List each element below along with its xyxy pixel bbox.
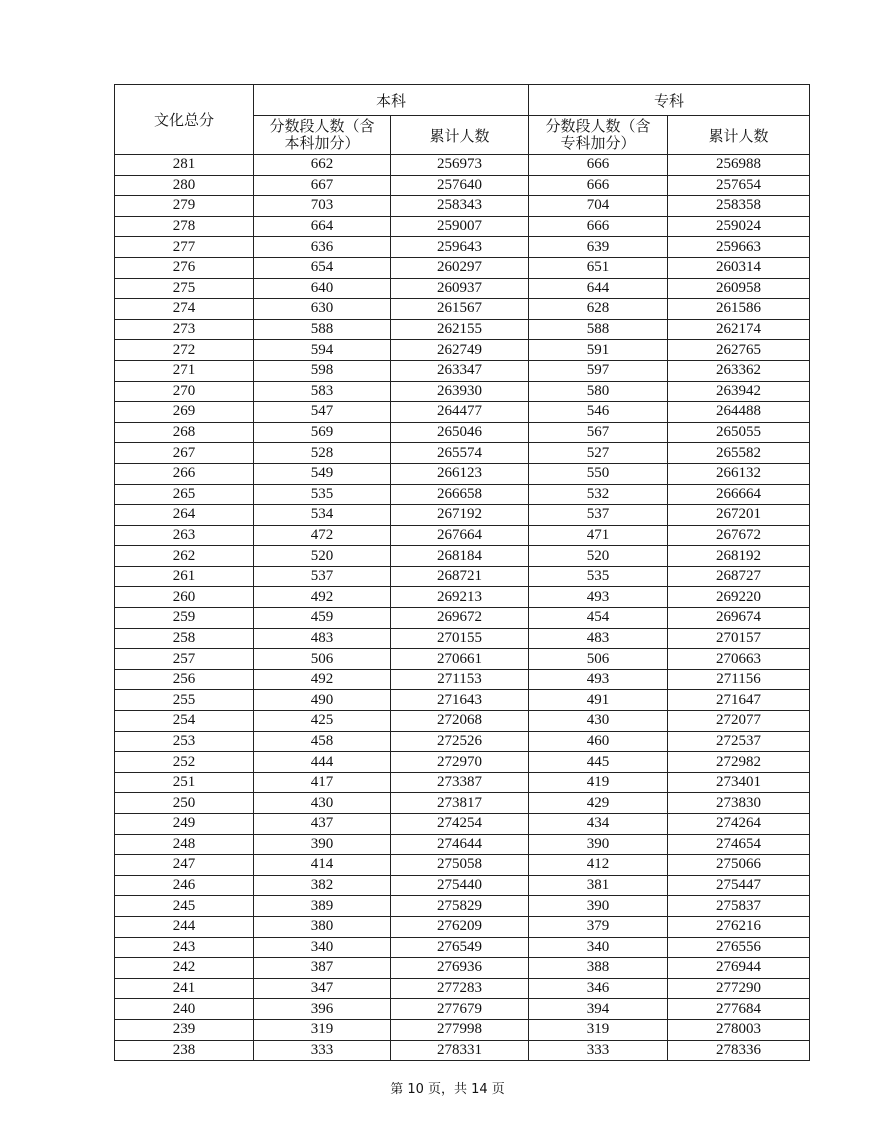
cell-benke-segment: 425 xyxy=(254,711,391,732)
cell-zhuanke-segment: 460 xyxy=(529,731,668,752)
header-zhuanke-segment xyxy=(529,116,668,155)
cell-benke-cumulative: 277679 xyxy=(391,999,529,1020)
cell-zhuanke-cumulative: 261586 xyxy=(668,299,810,320)
table-row xyxy=(115,381,810,402)
table-row xyxy=(115,484,810,505)
cell-zhuanke-cumulative: 260958 xyxy=(668,278,810,299)
header-benke-cumulative: 累计人数 xyxy=(391,116,529,155)
cell-zhuanke-segment: 319 xyxy=(529,1019,668,1040)
cell-benke-cumulative: 271643 xyxy=(391,690,529,711)
cell-score: 254 xyxy=(115,711,254,732)
cell-benke-cumulative: 272068 xyxy=(391,711,529,732)
cell-benke-segment: 382 xyxy=(254,875,391,896)
cell-benke-segment: 520 xyxy=(254,546,391,567)
cell-zhuanke-segment: 493 xyxy=(529,587,668,608)
cell-benke-segment: 472 xyxy=(254,525,391,546)
cell-zhuanke-cumulative: 273401 xyxy=(668,772,810,793)
cell-benke-segment: 347 xyxy=(254,978,391,999)
table-row xyxy=(115,443,810,464)
cell-benke-cumulative: 275829 xyxy=(391,896,529,917)
cell-score: 241 xyxy=(115,978,254,999)
cell-benke-segment: 703 xyxy=(254,196,391,217)
cell-score: 240 xyxy=(115,999,254,1020)
table-row xyxy=(115,752,810,773)
cell-benke-segment: 630 xyxy=(254,299,391,320)
header-group-benke: 本科 xyxy=(254,85,529,116)
table-row xyxy=(115,731,810,752)
cell-benke-cumulative: 276549 xyxy=(391,937,529,958)
cell-zhuanke-segment: 628 xyxy=(529,299,668,320)
cell-zhuanke-segment: 340 xyxy=(529,937,668,958)
cell-benke-cumulative: 263347 xyxy=(391,360,529,381)
cell-zhuanke-segment: 390 xyxy=(529,896,668,917)
cell-score: 260 xyxy=(115,587,254,608)
cell-zhuanke-segment: 580 xyxy=(529,381,668,402)
header-score-col: 文化总分 xyxy=(115,85,254,155)
cell-zhuanke-cumulative: 263942 xyxy=(668,381,810,402)
cell-benke-segment: 583 xyxy=(254,381,391,402)
cell-benke-segment: 414 xyxy=(254,855,391,876)
table-row xyxy=(115,690,810,711)
cell-zhuanke-segment: 666 xyxy=(529,216,668,237)
cell-benke-segment: 396 xyxy=(254,999,391,1020)
cell-score: 247 xyxy=(115,855,254,876)
table-row xyxy=(115,257,810,278)
table-header xyxy=(115,85,810,155)
cell-score: 276 xyxy=(115,257,254,278)
cell-zhuanke-cumulative: 258358 xyxy=(668,196,810,217)
cell-benke-segment: 654 xyxy=(254,257,391,278)
cell-score: 249 xyxy=(115,814,254,835)
table-row xyxy=(115,649,810,670)
cell-benke-segment: 459 xyxy=(254,608,391,629)
cell-score: 239 xyxy=(115,1019,254,1040)
cell-zhuanke-cumulative: 271156 xyxy=(668,669,810,690)
header-benke-segment-line2: 本科加分） xyxy=(284,134,360,152)
table-body xyxy=(115,155,810,1061)
cell-benke-segment: 387 xyxy=(254,958,391,979)
cell-benke-cumulative: 272970 xyxy=(391,752,529,773)
table-row xyxy=(115,360,810,381)
cell-benke-segment: 662 xyxy=(254,155,391,176)
table-row xyxy=(115,340,810,361)
cell-score: 271 xyxy=(115,360,254,381)
cell-score: 243 xyxy=(115,937,254,958)
cell-score: 245 xyxy=(115,896,254,917)
cell-benke-segment: 483 xyxy=(254,628,391,649)
cell-score: 269 xyxy=(115,402,254,423)
cell-zhuanke-cumulative: 266132 xyxy=(668,463,810,484)
cell-zhuanke-cumulative: 271647 xyxy=(668,690,810,711)
cell-benke-segment: 667 xyxy=(254,175,391,196)
cell-zhuanke-cumulative: 268192 xyxy=(668,546,810,567)
cell-zhuanke-cumulative: 275837 xyxy=(668,896,810,917)
cell-benke-segment: 569 xyxy=(254,422,391,443)
cell-zhuanke-cumulative: 275066 xyxy=(668,855,810,876)
cell-benke-cumulative: 268184 xyxy=(391,546,529,567)
cell-benke-segment: 492 xyxy=(254,587,391,608)
cell-benke-segment: 430 xyxy=(254,793,391,814)
cell-benke-cumulative: 275440 xyxy=(391,875,529,896)
cell-benke-cumulative: 278331 xyxy=(391,1040,529,1061)
cell-benke-segment: 458 xyxy=(254,731,391,752)
cell-benke-cumulative: 264477 xyxy=(391,402,529,423)
table-row xyxy=(115,299,810,320)
cell-zhuanke-segment: 532 xyxy=(529,484,668,505)
table-row xyxy=(115,608,810,629)
table-row xyxy=(115,196,810,217)
cell-zhuanke-segment: 546 xyxy=(529,402,668,423)
header-benke-segment-line1: 分数段人数（含 xyxy=(269,117,375,135)
cell-zhuanke-segment: 483 xyxy=(529,628,668,649)
cell-score: 251 xyxy=(115,772,254,793)
table-row xyxy=(115,278,810,299)
table-row xyxy=(115,772,810,793)
cell-zhuanke-cumulative: 268727 xyxy=(668,566,810,587)
cell-benke-cumulative: 257640 xyxy=(391,175,529,196)
cell-benke-segment: 492 xyxy=(254,669,391,690)
cell-score: 263 xyxy=(115,525,254,546)
table-row xyxy=(115,525,810,546)
table-row xyxy=(115,916,810,937)
cell-benke-segment: 534 xyxy=(254,505,391,526)
cell-score: 281 xyxy=(115,155,254,176)
cell-benke-segment: 390 xyxy=(254,834,391,855)
cell-zhuanke-cumulative: 256988 xyxy=(668,155,810,176)
cell-zhuanke-cumulative: 266664 xyxy=(668,484,810,505)
table-row xyxy=(115,587,810,608)
cell-benke-cumulative: 274254 xyxy=(391,814,529,835)
cell-benke-segment: 547 xyxy=(254,402,391,423)
cell-zhuanke-segment: 390 xyxy=(529,834,668,855)
cell-benke-cumulative: 260297 xyxy=(391,257,529,278)
cell-benke-cumulative: 259007 xyxy=(391,216,529,237)
cell-score: 257 xyxy=(115,649,254,670)
score-table xyxy=(114,84,810,1061)
cell-benke-segment: 549 xyxy=(254,463,391,484)
header-zhuanke-cumulative: 累计人数 xyxy=(668,116,810,155)
cell-zhuanke-cumulative: 276556 xyxy=(668,937,810,958)
cell-zhuanke-segment: 644 xyxy=(529,278,668,299)
cell-benke-segment: 594 xyxy=(254,340,391,361)
table-row xyxy=(115,422,810,443)
cell-score: 258 xyxy=(115,628,254,649)
table-row xyxy=(115,855,810,876)
header-zhuanke-segment-line2: 专科加分） xyxy=(560,134,636,152)
cell-benke-cumulative: 277998 xyxy=(391,1019,529,1040)
cell-zhuanke-cumulative: 278003 xyxy=(668,1019,810,1040)
cell-zhuanke-segment: 430 xyxy=(529,711,668,732)
cell-benke-cumulative: 258343 xyxy=(391,196,529,217)
table-row xyxy=(115,793,810,814)
table-row xyxy=(115,546,810,567)
cell-zhuanke-segment: 506 xyxy=(529,649,668,670)
cell-score: 273 xyxy=(115,319,254,340)
cell-score: 259 xyxy=(115,608,254,629)
cell-score: 242 xyxy=(115,958,254,979)
cell-zhuanke-cumulative: 274264 xyxy=(668,814,810,835)
cell-benke-segment: 636 xyxy=(254,237,391,258)
cell-zhuanke-cumulative: 272982 xyxy=(668,752,810,773)
cell-score: 274 xyxy=(115,299,254,320)
cell-benke-segment: 380 xyxy=(254,916,391,937)
cell-zhuanke-segment: 567 xyxy=(529,422,668,443)
cell-benke-cumulative: 272526 xyxy=(391,731,529,752)
cell-benke-segment: 537 xyxy=(254,566,391,587)
table-row xyxy=(115,1040,810,1061)
table-row xyxy=(115,628,810,649)
cell-zhuanke-cumulative: 277290 xyxy=(668,978,810,999)
cell-zhuanke-cumulative: 259024 xyxy=(668,216,810,237)
cell-benke-segment: 535 xyxy=(254,484,391,505)
cell-zhuanke-cumulative: 276216 xyxy=(668,916,810,937)
cell-score: 278 xyxy=(115,216,254,237)
cell-benke-cumulative: 263930 xyxy=(391,381,529,402)
cell-score: 266 xyxy=(115,463,254,484)
cell-benke-segment: 528 xyxy=(254,443,391,464)
cell-score: 255 xyxy=(115,690,254,711)
cell-zhuanke-cumulative: 276944 xyxy=(668,958,810,979)
cell-zhuanke-segment: 535 xyxy=(529,566,668,587)
cell-benke-cumulative: 262155 xyxy=(391,319,529,340)
table-row xyxy=(115,834,810,855)
cell-benke-cumulative: 267664 xyxy=(391,525,529,546)
cell-benke-segment: 664 xyxy=(254,216,391,237)
header-zhuanke-segment-line1: 分数段人数（含 xyxy=(545,117,651,135)
cell-score: 279 xyxy=(115,196,254,217)
cell-score: 238 xyxy=(115,1040,254,1061)
cell-score: 250 xyxy=(115,793,254,814)
cell-zhuanke-cumulative: 265582 xyxy=(668,443,810,464)
cell-zhuanke-segment: 394 xyxy=(529,999,668,1020)
cell-benke-segment: 437 xyxy=(254,814,391,835)
cell-zhuanke-cumulative: 267201 xyxy=(668,505,810,526)
cell-zhuanke-segment: 537 xyxy=(529,505,668,526)
cell-zhuanke-segment: 520 xyxy=(529,546,668,567)
cell-score: 268 xyxy=(115,422,254,443)
table-row xyxy=(115,505,810,526)
score-distribution-sheet xyxy=(114,84,809,1061)
cell-benke-segment: 333 xyxy=(254,1040,391,1061)
table-row xyxy=(115,978,810,999)
cell-zhuanke-cumulative: 263362 xyxy=(668,360,810,381)
cell-score: 265 xyxy=(115,484,254,505)
cell-score: 248 xyxy=(115,834,254,855)
cell-benke-cumulative: 261567 xyxy=(391,299,529,320)
cell-zhuanke-segment: 429 xyxy=(529,793,668,814)
cell-benke-cumulative: 276209 xyxy=(391,916,529,937)
cell-zhuanke-segment: 493 xyxy=(529,669,668,690)
cell-benke-cumulative: 265046 xyxy=(391,422,529,443)
cell-benke-cumulative: 269672 xyxy=(391,608,529,629)
cell-benke-segment: 506 xyxy=(254,649,391,670)
cell-zhuanke-segment: 597 xyxy=(529,360,668,381)
cell-zhuanke-cumulative: 274654 xyxy=(668,834,810,855)
cell-score: 244 xyxy=(115,916,254,937)
table-row xyxy=(115,958,810,979)
header-benke-segment xyxy=(254,116,391,155)
cell-zhuanke-segment: 454 xyxy=(529,608,668,629)
cell-benke-cumulative: 270661 xyxy=(391,649,529,670)
cell-benke-cumulative: 259643 xyxy=(391,237,529,258)
cell-score: 277 xyxy=(115,237,254,258)
cell-benke-segment: 340 xyxy=(254,937,391,958)
cell-benke-segment: 319 xyxy=(254,1019,391,1040)
table-row xyxy=(115,566,810,587)
cell-benke-segment: 490 xyxy=(254,690,391,711)
cell-zhuanke-cumulative: 257654 xyxy=(668,175,810,196)
table-row xyxy=(115,463,810,484)
cell-benke-cumulative: 266123 xyxy=(391,463,529,484)
cell-zhuanke-cumulative: 262765 xyxy=(668,340,810,361)
table-row xyxy=(115,216,810,237)
page-footer: 第 10 页，共 14 页 xyxy=(390,1082,505,1097)
cell-zhuanke-segment: 651 xyxy=(529,257,668,278)
table-row xyxy=(115,937,810,958)
cell-benke-segment: 598 xyxy=(254,360,391,381)
table-row xyxy=(115,875,810,896)
cell-zhuanke-segment: 333 xyxy=(529,1040,668,1061)
cell-benke-cumulative: 267192 xyxy=(391,505,529,526)
cell-zhuanke-cumulative: 272077 xyxy=(668,711,810,732)
cell-benke-segment: 640 xyxy=(254,278,391,299)
cell-score: 246 xyxy=(115,875,254,896)
cell-zhuanke-segment: 434 xyxy=(529,814,668,835)
cell-zhuanke-cumulative: 278336 xyxy=(668,1040,810,1061)
cell-zhuanke-cumulative: 264488 xyxy=(668,402,810,423)
cell-score: 270 xyxy=(115,381,254,402)
cell-score: 262 xyxy=(115,546,254,567)
cell-score: 253 xyxy=(115,731,254,752)
cell-benke-segment: 444 xyxy=(254,752,391,773)
cell-zhuanke-cumulative: 270663 xyxy=(668,649,810,670)
cell-zhuanke-cumulative: 260314 xyxy=(668,257,810,278)
cell-score: 272 xyxy=(115,340,254,361)
cell-zhuanke-segment: 666 xyxy=(529,155,668,176)
cell-zhuanke-cumulative: 273830 xyxy=(668,793,810,814)
cell-benke-cumulative: 266658 xyxy=(391,484,529,505)
cell-zhuanke-segment: 704 xyxy=(529,196,668,217)
cell-zhuanke-segment: 666 xyxy=(529,175,668,196)
cell-zhuanke-segment: 639 xyxy=(529,237,668,258)
cell-benke-cumulative: 273387 xyxy=(391,772,529,793)
cell-zhuanke-segment: 588 xyxy=(529,319,668,340)
cell-score: 256 xyxy=(115,669,254,690)
cell-benke-cumulative: 268721 xyxy=(391,566,529,587)
cell-benke-cumulative: 275058 xyxy=(391,855,529,876)
cell-zhuanke-segment: 381 xyxy=(529,875,668,896)
cell-zhuanke-cumulative: 269220 xyxy=(668,587,810,608)
cell-benke-cumulative: 273817 xyxy=(391,793,529,814)
cell-zhuanke-segment: 412 xyxy=(529,855,668,876)
cell-score: 264 xyxy=(115,505,254,526)
cell-zhuanke-segment: 550 xyxy=(529,463,668,484)
table-row xyxy=(115,711,810,732)
cell-zhuanke-segment: 471 xyxy=(529,525,668,546)
table-row xyxy=(115,155,810,176)
table-row xyxy=(115,175,810,196)
table-row xyxy=(115,999,810,1020)
cell-score: 252 xyxy=(115,752,254,773)
cell-zhuanke-cumulative: 275447 xyxy=(668,875,810,896)
cell-score: 275 xyxy=(115,278,254,299)
cell-benke-segment: 588 xyxy=(254,319,391,340)
cell-zhuanke-cumulative: 262174 xyxy=(668,319,810,340)
cell-zhuanke-cumulative: 272537 xyxy=(668,731,810,752)
cell-benke-cumulative: 274644 xyxy=(391,834,529,855)
table-row xyxy=(115,402,810,423)
cell-zhuanke-cumulative: 277684 xyxy=(668,999,810,1020)
table-row xyxy=(115,669,810,690)
cell-zhuanke-segment: 527 xyxy=(529,443,668,464)
table-row xyxy=(115,1019,810,1040)
cell-benke-cumulative: 277283 xyxy=(391,978,529,999)
cell-score: 280 xyxy=(115,175,254,196)
cell-benke-cumulative: 276936 xyxy=(391,958,529,979)
cell-score: 267 xyxy=(115,443,254,464)
cell-zhuanke-segment: 445 xyxy=(529,752,668,773)
cell-benke-segment: 417 xyxy=(254,772,391,793)
cell-zhuanke-cumulative: 265055 xyxy=(668,422,810,443)
cell-zhuanke-cumulative: 259663 xyxy=(668,237,810,258)
cell-benke-cumulative: 265574 xyxy=(391,443,529,464)
cell-zhuanke-cumulative: 267672 xyxy=(668,525,810,546)
cell-zhuanke-segment: 419 xyxy=(529,772,668,793)
table-row xyxy=(115,319,810,340)
cell-benke-cumulative: 256973 xyxy=(391,155,529,176)
cell-zhuanke-segment: 388 xyxy=(529,958,668,979)
cell-benke-cumulative: 262749 xyxy=(391,340,529,361)
table-row xyxy=(115,237,810,258)
cell-zhuanke-segment: 591 xyxy=(529,340,668,361)
table-row xyxy=(115,814,810,835)
cell-benke-cumulative: 260937 xyxy=(391,278,529,299)
cell-zhuanke-segment: 346 xyxy=(529,978,668,999)
cell-score: 261 xyxy=(115,566,254,587)
header-group-zhuanke: 专科 xyxy=(529,85,810,116)
table-row xyxy=(115,896,810,917)
cell-zhuanke-cumulative: 270157 xyxy=(668,628,810,649)
cell-benke-cumulative: 270155 xyxy=(391,628,529,649)
cell-zhuanke-segment: 491 xyxy=(529,690,668,711)
cell-zhuanke-cumulative: 269674 xyxy=(668,608,810,629)
cell-benke-cumulative: 271153 xyxy=(391,669,529,690)
cell-benke-segment: 389 xyxy=(254,896,391,917)
cell-zhuanke-segment: 379 xyxy=(529,916,668,937)
cell-benke-cumulative: 269213 xyxy=(391,587,529,608)
